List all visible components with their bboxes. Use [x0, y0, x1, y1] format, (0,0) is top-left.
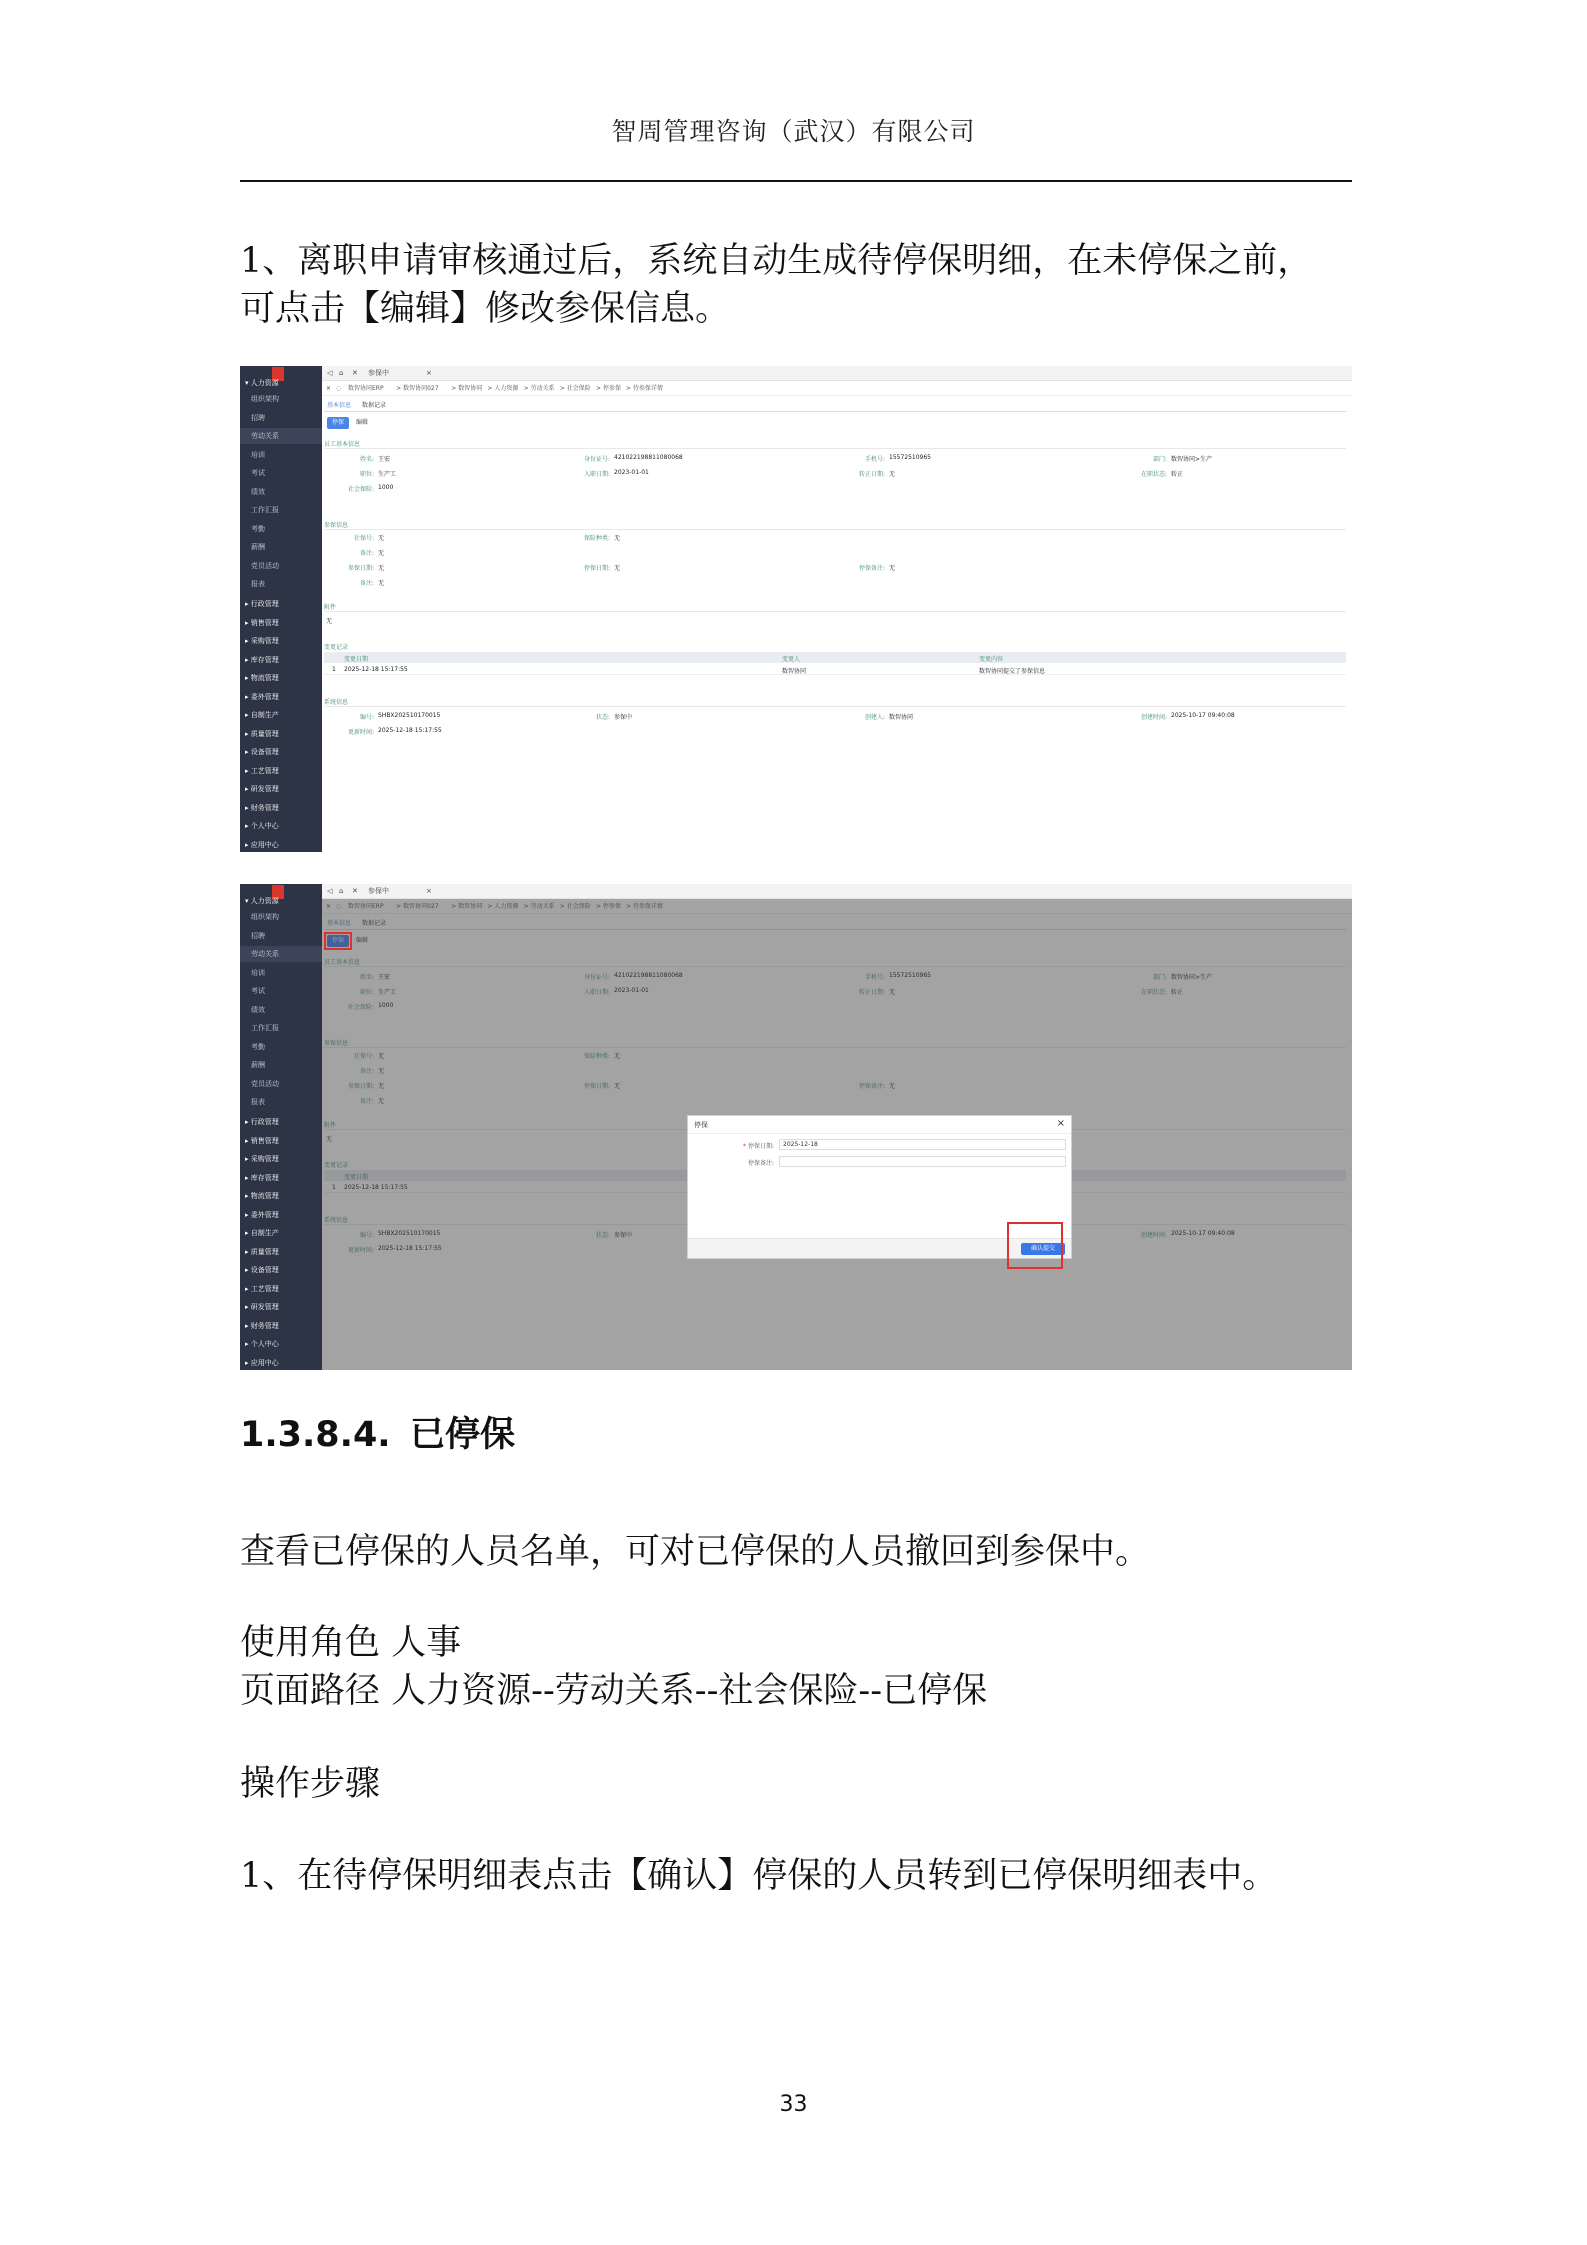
change-date: 2025-12-18 15:17:55 [344, 1184, 408, 1191]
tab-basic-info[interactable]: 基本信息 [327, 402, 352, 409]
sidebar-module[interactable]: ▸ 销售管理 [245, 1136, 279, 1145]
section-divider [324, 706, 1346, 707]
sidebar-module[interactable]: ▸ 物流管理 [245, 1192, 279, 1200]
sidebar-module[interactable]: ▸ 设备管理 [245, 1266, 279, 1274]
home-icon[interactable]: ⌂ [339, 369, 344, 377]
sidebar-subitem[interactable]: 培训 [251, 968, 265, 977]
insurance-type: 无 [614, 1053, 621, 1060]
sidebar-module[interactable]: ▸ 财务管理 [245, 803, 279, 812]
stop-date-input[interactable]: 2025-12-18 [779, 1139, 1066, 1150]
section-system-info: 系统信息 [324, 1217, 349, 1224]
employee-entry-date: 2023-01-01 [614, 469, 649, 476]
insurance-stop-date: 无 [614, 565, 621, 572]
home-icon[interactable]: ⌂ [339, 887, 344, 895]
stop-note-label: 停保备注: [747, 1160, 774, 1167]
employee-regular-date: 无 [889, 989, 896, 996]
sidebar-module[interactable]: ▸ 质量管理 [245, 1247, 279, 1256]
field-label: 更新时间: [347, 1247, 374, 1254]
edit-button[interactable]: 编辑 [355, 937, 368, 944]
employee-phone: 15572510965 [889, 454, 931, 461]
stop-date-label: * 停保日期: [743, 1143, 774, 1150]
breadcrumb-separator-icon: > [559, 385, 565, 392]
stop-note-textarea[interactable] [779, 1156, 1066, 1167]
insurance-base: 1000 [378, 484, 394, 491]
breadcrumb-item: 待参保详情 [632, 903, 663, 910]
field-label: 社保号: [353, 1053, 374, 1060]
field-label: 手机号: [864, 456, 885, 463]
sidebar-module[interactable]: ▸ 库存管理 [245, 655, 279, 664]
stop-button-highlight [324, 932, 352, 950]
sidebar-module[interactable]: ▸ 工艺管理 [245, 766, 279, 775]
body-role: 使用角色 人事 [240, 1623, 462, 1663]
field-label: 更新时间: [347, 729, 374, 736]
stop-insurance-button[interactable]: 停保 [327, 417, 349, 429]
sidebar-module[interactable]: ▸ 个人中心 [245, 822, 279, 830]
dialog-title: 停保 [694, 1121, 708, 1129]
tab-title[interactable]: 参保中 [368, 369, 389, 377]
sidebar-module[interactable]: ▸ 行政管理 [245, 1118, 279, 1126]
breadcrumb-separator-icon: > [596, 385, 602, 392]
section-system-info: 系统信息 [324, 699, 349, 706]
insurance-note: 无 [378, 550, 385, 557]
sidebar-subitem[interactable]: 考试 [251, 987, 265, 995]
sidebar-subitem[interactable]: 培训 [251, 450, 265, 459]
attachment-value: 无 [326, 1136, 333, 1143]
field-label: 入职日期: [583, 989, 610, 996]
breadcrumb-item[interactable]: 数智协同027 [403, 385, 439, 392]
sidebar-module[interactable]: ▸ 应用中心 [245, 1358, 279, 1367]
section-employee-info: 员工基本信息 [324, 441, 361, 448]
insurance-start-date: 无 [378, 1083, 385, 1090]
sidebar-subitem[interactable]: 招聘 [251, 413, 265, 422]
sidebar-subitem[interactable]: 劳动关系 [240, 946, 322, 962]
breadcrumb-separator-icon: > [451, 385, 457, 392]
section-change-records: 变更记录 [324, 644, 349, 651]
section-divider [324, 611, 1346, 612]
breadcrumb-item[interactable]: 停参保 [603, 385, 622, 392]
sidebar [240, 366, 322, 852]
field-label: 状态: [595, 1232, 610, 1239]
tab-close-icon[interactable]: × [426, 369, 432, 377]
field-label: 入职日期: [583, 471, 610, 478]
employee-id: 421022198811080068 [614, 454, 683, 461]
sidebar-module[interactable]: ▸ 委外管理 [245, 1210, 279, 1219]
sidebar-subitem[interactable]: 考勤 [251, 524, 265, 533]
sidebar-module[interactable]: ▸ 库存管理 [245, 1173, 279, 1182]
breadcrumb-separator-icon: > [396, 385, 402, 392]
body-description: 查看已停保的人员名单，可对已停保的人员撤回到参保中。 [240, 1532, 1151, 1572]
column-header: 变更日期 [344, 656, 369, 663]
change-content: 数智协同提交了参保信息 [979, 668, 1046, 675]
browser-tabbar [322, 884, 1352, 899]
social-security-no: 无 [378, 535, 385, 542]
field-label: 职位: [359, 989, 374, 996]
breadcrumb-item[interactable]: 劳动关系 [530, 903, 555, 910]
screenshot-detail-view [240, 366, 1352, 852]
sidebar-module[interactable]: ▸ 研发管理 [245, 785, 279, 793]
breadcrumb-item[interactable]: 数智协同 [458, 385, 483, 392]
field-label: 转正日期: [858, 989, 885, 996]
field-label: 停保日期: [583, 1083, 610, 1090]
record-state: 参保中 [614, 1232, 633, 1239]
step-1: 1、在待停保明细表点击【确认】停保的人员转到已停保明细表中。 [240, 1856, 1278, 1896]
sidebar-subitem[interactable]: 党员活动 [251, 561, 279, 570]
field-label: 创建时间: [1140, 1232, 1167, 1239]
sidebar-subitem[interactable]: 薪酬 [251, 543, 265, 551]
record-state: 参保中 [614, 714, 633, 721]
confirm-submit-button[interactable]: 确认提交 [1021, 1243, 1065, 1255]
tab-close-icon[interactable]: × [426, 887, 432, 895]
sidebar-module[interactable]: ▸ 财务管理 [245, 1321, 279, 1330]
sidebar-subitem[interactable]: 考试 [251, 469, 265, 477]
field-label: 状态: [595, 714, 610, 721]
employee-entry-date: 2023-01-01 [614, 987, 649, 994]
insurance-base: 1000 [378, 1002, 394, 1009]
sidebar-subitem[interactable]: 党员活动 [251, 1079, 279, 1088]
row-index: 1 [332, 1184, 336, 1191]
column-header: 变更日期 [344, 1174, 369, 1181]
field-label: 社会保险: [347, 1004, 374, 1011]
sidebar-subitem[interactable]: 薪酬 [251, 1061, 265, 1069]
body-path: 页面路径 人力资源--劳动关系--社会保险--已停保 [240, 1671, 988, 1711]
screenshot-stop-dialog [240, 884, 1352, 1370]
breadcrumb-item[interactable]: 人力资源 [494, 903, 519, 910]
sidebar-module[interactable]: ▸ 个人中心 [245, 1340, 279, 1348]
field-label: 保险种类: [583, 535, 610, 542]
sidebar-subitem[interactable]: 招聘 [251, 931, 265, 940]
field-label: 编号: [359, 714, 374, 721]
breadcrumb-separator-icon: > [523, 903, 529, 910]
insurance-stop-note: 无 [889, 1083, 896, 1090]
field-label: 姓名: [359, 456, 374, 463]
field-label: 备注: [359, 1098, 374, 1105]
breadcrumb-separator-icon: > [559, 903, 565, 910]
field-label: 保险种类: [583, 1053, 610, 1060]
field-label: 职位: [359, 471, 374, 478]
insurance-remark: 无 [378, 1098, 385, 1105]
breadcrumb-separator-icon: > [487, 385, 493, 392]
section-employee-info: 员工基本信息 [324, 959, 361, 966]
section-insurance-info: 参保信息 [324, 522, 349, 529]
breadcrumb-item[interactable]: 停参保 [603, 903, 622, 910]
breadcrumb-item[interactable]: 数智协同ERP [348, 385, 384, 392]
employee-post: 生产工 [378, 989, 397, 996]
record-created-time: 2025-10-17 09:40:08 [1171, 1230, 1235, 1237]
intro-line-2: 可点击【编辑】修改参保信息。 [240, 289, 731, 329]
browser-tabbar [322, 366, 1352, 381]
change-person: 数智协同 [782, 668, 807, 675]
field-label: 备注: [359, 580, 374, 587]
change-date: 2025-12-18 15:17:55 [344, 666, 408, 673]
breadcrumb [322, 381, 1352, 396]
insurance-stop-date: 无 [614, 1083, 621, 1090]
breadcrumb-separator-icon: > [396, 903, 402, 910]
field-label: 在职状态: [1140, 989, 1167, 996]
back-icon[interactable]: ◁ [327, 369, 333, 377]
section-number: 1.3.8.4. [240, 1415, 391, 1455]
section-attachment: 附件 [324, 1122, 337, 1129]
close-icon[interactable]: ✕ [326, 385, 332, 392]
record-number: SHBX202510170015 [378, 712, 441, 719]
breadcrumb-item[interactable]: 社会保险 [566, 903, 591, 910]
sidebar-subitem[interactable]: 工作汇报 [251, 506, 279, 514]
sidebar-item-hr[interactable]: ▾ 人力资源 [245, 897, 279, 905]
field-label: 停保日期: [583, 565, 610, 572]
close-all-icon[interactable]: ✕ [352, 369, 358, 377]
sidebar-module[interactable]: ▸ 销售管理 [245, 618, 279, 627]
section-heading [240, 1407, 515, 1457]
breadcrumb-item[interactable]: 劳动关系 [530, 385, 555, 392]
sidebar [240, 884, 322, 1370]
sidebar-module[interactable]: ▸ 自制生产 [245, 1229, 279, 1237]
sidebar-module[interactable]: ▸ 物流管理 [245, 674, 279, 682]
sidebar-module[interactable]: ▸ 委外管理 [245, 692, 279, 701]
sidebar-subitem[interactable]: 绩效 [251, 1005, 265, 1014]
record-created-time: 2025-10-17 09:40:08 [1171, 712, 1235, 719]
sidebar-module[interactable]: ▸ 自制生产 [245, 711, 279, 719]
refresh-icon[interactable]: ◌ [336, 903, 342, 910]
sidebar-module[interactable]: ▸ 设备管理 [245, 748, 279, 756]
close-icon[interactable]: ✕ [326, 903, 332, 910]
intro-line-1: 1、离职申请审核通过后，系统自动生成待停保明细，在未停保之前， [240, 241, 1313, 281]
breadcrumb-separator-icon: > [625, 385, 631, 392]
insurance-remark: 无 [378, 580, 385, 587]
field-label: 备注: [359, 1068, 374, 1075]
sidebar-subitem[interactable]: 考勤 [251, 1042, 265, 1051]
field-label: 部门: [1152, 974, 1167, 981]
back-icon[interactable]: ◁ [327, 887, 333, 895]
breadcrumb-item[interactable]: 人力资源 [494, 385, 519, 392]
breadcrumb-item[interactable]: 数智协同ERP [348, 903, 384, 910]
employee-regular-date: 无 [889, 471, 896, 478]
section-divider [324, 448, 1346, 449]
sidebar-module[interactable]: ▸ 采购管理 [245, 1155, 279, 1163]
employee-post: 生产工 [378, 471, 397, 478]
tab-data-records[interactable]: 数据记录 [362, 920, 387, 927]
sidebar-subitem[interactable]: 绩效 [251, 487, 265, 496]
row-index: 1 [332, 666, 336, 673]
field-label: 转正日期: [858, 471, 885, 478]
field-label: 姓名: [359, 974, 374, 981]
field-label: 身份证号: [583, 456, 610, 463]
breadcrumb-separator-icon: > [523, 385, 529, 392]
record-number: SHBX202510170015 [378, 1230, 441, 1237]
table-row [324, 664, 1346, 675]
section-title: 已停保 [410, 1415, 516, 1455]
sidebar-subitem[interactable]: 组织架构 [251, 913, 279, 921]
change-table-header [324, 652, 1346, 663]
dialog-divider [688, 1133, 1071, 1134]
sidebar-subitem[interactable]: 报表 [251, 580, 265, 588]
breadcrumb-item[interactable]: 数智协同027 [403, 903, 439, 910]
sidebar-subitem[interactable]: 劳动关系 [240, 428, 322, 444]
page-number: 33 [779, 2092, 808, 2117]
sidebar-module[interactable]: ▸ 研发管理 [245, 1303, 279, 1311]
sidebar-module[interactable]: ▸ 工艺管理 [245, 1284, 279, 1293]
sidebar-module[interactable]: ▸ 应用中心 [245, 840, 279, 849]
header-divider [240, 180, 1352, 182]
employee-id: 421022198811080068 [614, 972, 683, 979]
confirm-button-highlight [1007, 1222, 1063, 1269]
field-label: 编号: [359, 1232, 374, 1239]
sidebar-subitem[interactable]: 报表 [251, 1098, 265, 1106]
field-label: 备注: [359, 550, 374, 557]
refresh-icon[interactable]: ◌ [336, 385, 342, 392]
insurance-start-date: 无 [378, 565, 385, 572]
record-updated-time: 2025-12-18 15:17:55 [378, 727, 442, 734]
employee-dept: 数智协同>生产 [1171, 456, 1213, 463]
tab-divider [324, 411, 1346, 412]
sidebar-module[interactable]: ▸ 采购管理 [245, 637, 279, 645]
field-label: 社会保险: [347, 486, 374, 493]
record-updated-time: 2025-12-18 15:17:55 [378, 1245, 442, 1252]
sidebar-module[interactable]: ▸ 行政管理 [245, 600, 279, 608]
sidebar-item-hr[interactable]: ▾ 人力资源 [245, 379, 279, 387]
field-label: 社保号: [353, 535, 374, 542]
field-label: 停保备注: [858, 1083, 885, 1090]
employee-name: 王宏 [378, 456, 391, 463]
breadcrumb-separator-icon: > [451, 903, 457, 910]
insurance-type: 无 [614, 535, 621, 542]
stop-insurance-button[interactable]: 停保 [327, 935, 349, 947]
breadcrumb-separator-icon: > [625, 903, 631, 910]
sidebar-subitem[interactable]: 工作汇报 [251, 1024, 279, 1032]
field-label: 身份证号: [583, 974, 610, 981]
sidebar-module[interactable]: ▸ 质量管理 [245, 729, 279, 738]
breadcrumb-item[interactable]: 社会保险 [566, 385, 591, 392]
close-all-icon[interactable]: ✕ [352, 887, 358, 895]
column-header: 变更内容 [979, 656, 1004, 663]
field-label: 部门: [1152, 456, 1167, 463]
breadcrumb-separator-icon: > [487, 903, 493, 910]
record-creator: 数智协同 [889, 714, 914, 721]
tab-title[interactable]: 参保中 [368, 887, 389, 895]
breadcrumb-item[interactable]: 数智协同 [458, 903, 483, 910]
column-header: 变更人 [782, 656, 801, 663]
dialog-close-icon[interactable]: × [1056, 1118, 1065, 1129]
tab-basic-info[interactable]: 基本信息 [327, 920, 352, 927]
section-insurance-info: 参保信息 [324, 1040, 349, 1047]
breadcrumb-item: 待参保详情 [632, 385, 663, 392]
employee-status: 转正 [1171, 989, 1184, 996]
company-header: 智周管理咨询（武汉）有限公司 [611, 117, 976, 146]
sidebar-subitem[interactable]: 组织架构 [251, 395, 279, 403]
employee-status: 转正 [1171, 471, 1184, 478]
social-security-no: 无 [378, 1053, 385, 1060]
employee-name: 王宏 [378, 974, 391, 981]
section-attachment: 附件 [324, 604, 337, 611]
section-divider [324, 529, 1346, 530]
edit-button[interactable]: 编辑 [355, 419, 368, 426]
employee-dept: 数智协同>生产 [1171, 974, 1213, 981]
tab-data-records[interactable]: 数据记录 [362, 402, 387, 409]
attachment-value: 无 [326, 618, 333, 625]
section-change-records: 变更记录 [324, 1162, 349, 1169]
insurance-note: 无 [378, 1068, 385, 1075]
field-label: 手机号: [864, 974, 885, 981]
field-label: 参保日期: [347, 565, 374, 572]
field-label: 创建时间: [1140, 714, 1167, 721]
field-label: 在职状态: [1140, 471, 1167, 478]
field-label: 停保备注: [858, 565, 885, 572]
field-label: 参保日期: [347, 1083, 374, 1090]
steps-title: 操作步骤 [240, 1764, 381, 1804]
field-label: 创建人: [864, 714, 885, 721]
employee-phone: 15572510965 [889, 972, 931, 979]
breadcrumb-separator-icon: > [596, 903, 602, 910]
insurance-stop-note: 无 [889, 565, 896, 572]
